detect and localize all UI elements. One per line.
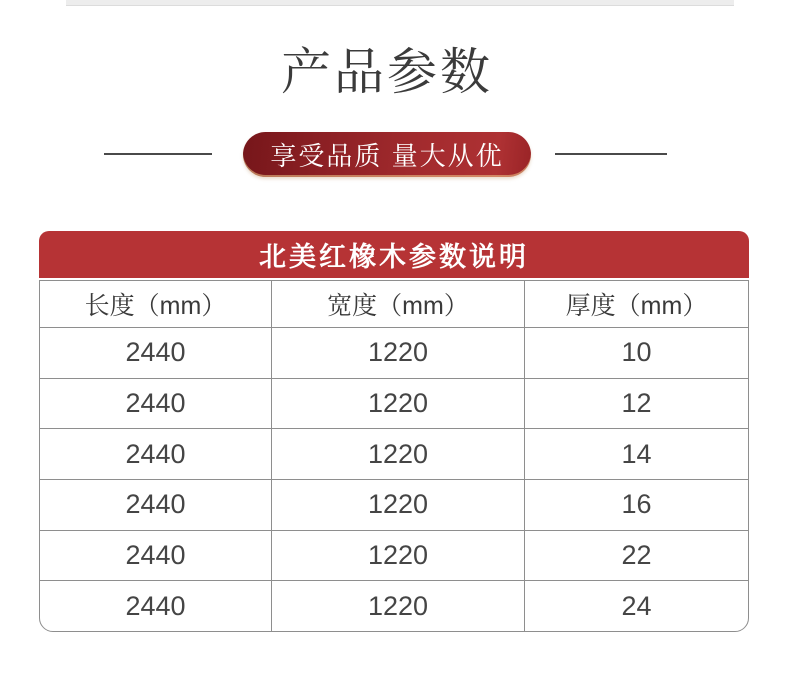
cell-thickness: 24	[621, 590, 652, 621]
cell-length: 2440	[40, 531, 272, 581]
table-row	[40, 327, 748, 378]
page-title: 产品参数	[281, 44, 493, 100]
cell-thickness: 16	[621, 489, 652, 520]
table-row	[40, 479, 748, 530]
column-header-width: 宽度（mm）	[272, 281, 525, 327]
cell-thickness: 14	[621, 438, 652, 469]
cell-thickness: 10	[621, 337, 652, 368]
ribbon-slogan: 享受品质 量大从优	[270, 141, 504, 171]
cell-thickness: 22	[621, 540, 652, 571]
cell-length: 2440	[40, 328, 272, 378]
quality-ribbon	[243, 132, 531, 177]
right-divider-line	[555, 153, 667, 155]
cell-thickness: 12	[621, 388, 652, 418]
cell-width: 1220	[272, 379, 525, 429]
table-row	[40, 378, 748, 429]
cell-width: 1220	[272, 531, 525, 581]
spec-table-title-bar	[39, 231, 749, 278]
cell-length: 2440	[40, 480, 272, 530]
cell-length: 2440	[40, 581, 272, 631]
table-row	[40, 428, 748, 479]
cell-width: 1220	[272, 429, 525, 479]
previous-section-edge	[66, 0, 734, 6]
cell-length: 2440	[40, 429, 272, 479]
cell-width: 1220	[272, 328, 525, 378]
spec-table	[39, 280, 749, 632]
cell-width: 1220	[272, 581, 525, 631]
cell-length: 2440	[40, 379, 272, 429]
table-row	[40, 530, 748, 581]
left-divider-line	[104, 153, 212, 155]
cell-width: 1220	[272, 480, 525, 530]
table-row	[40, 580, 748, 631]
spec-table-title: 北美红橡木参数说明	[259, 242, 529, 272]
column-header-length: 长度（mm）	[40, 281, 272, 327]
table-column-header-row	[40, 281, 748, 327]
column-header-thickness: 厚度（mm）	[565, 292, 708, 320]
